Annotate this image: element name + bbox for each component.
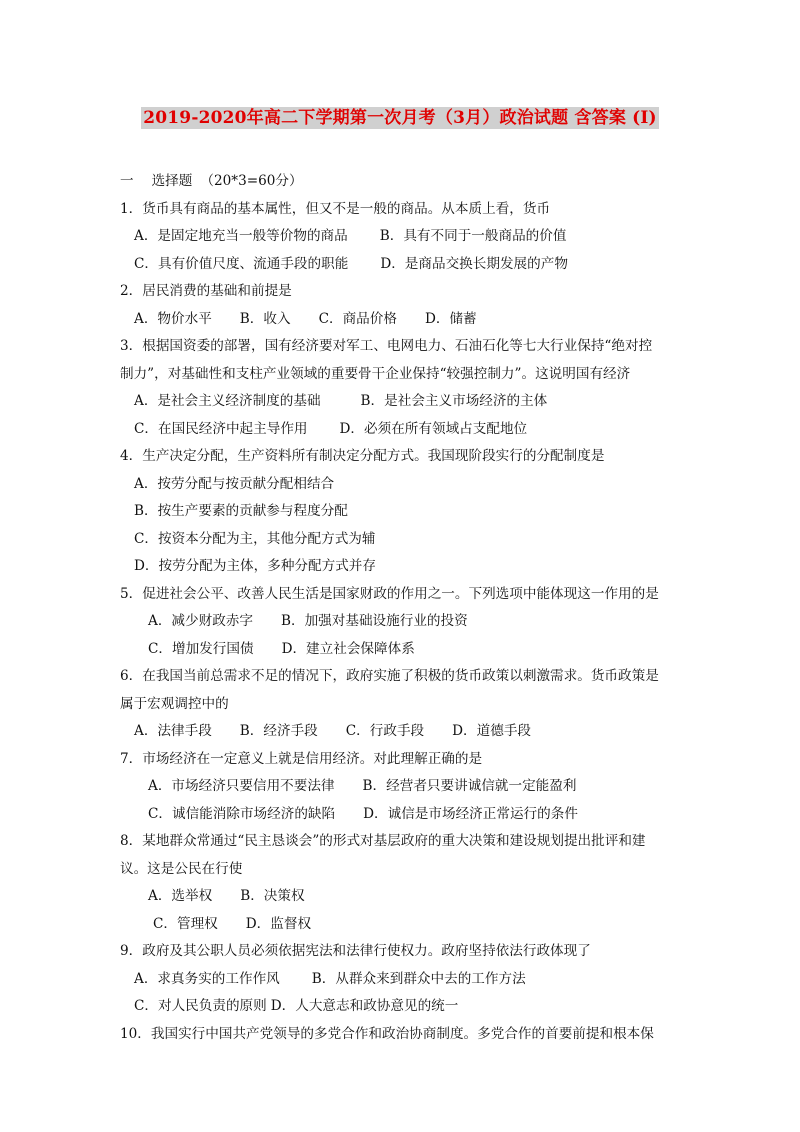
option-row bbox=[120, 471, 690, 499]
option: C．对人民负责的原则 bbox=[134, 998, 267, 1014]
section-heading bbox=[120, 168, 690, 196]
option: A．市场经济只要信用不要法律 bbox=[148, 778, 335, 794]
option: B．是社会主义市场经济的主体 bbox=[360, 393, 548, 409]
option-row bbox=[120, 498, 690, 526]
title-area bbox=[0, 107, 800, 129]
question-stem: 议。这是公民在行使 bbox=[120, 860, 243, 877]
option: D．储蓄 bbox=[424, 310, 477, 327]
option: B．经营者只要讲诚信就一定能盈利 bbox=[362, 778, 577, 794]
option: C．诚信能消除市场经济的缺陷 bbox=[148, 805, 336, 822]
option: C．具有价值尺度、流通手段的职能 bbox=[134, 255, 349, 272]
question-stem: 6．在我国当前总需求不足的情况下，政府实施了积极的货币政策以刺激需求。货币政策是 bbox=[120, 668, 659, 684]
option-row bbox=[120, 416, 690, 444]
section-score: （20*3=60分） bbox=[200, 173, 303, 189]
question-stem: 1．货币具有商品的基本属性，但又不是一般的商品。从本质上看，货币 bbox=[120, 200, 551, 217]
option-row bbox=[120, 883, 690, 911]
option-row bbox=[120, 526, 690, 554]
option: B．从群众来到群众中去的工作方法 bbox=[311, 970, 526, 987]
option: A．物价水平 bbox=[134, 310, 212, 327]
option-row bbox=[120, 801, 690, 829]
option-row bbox=[120, 223, 690, 251]
option: D．监督权 bbox=[245, 915, 312, 932]
question-3 bbox=[120, 333, 690, 443]
option: B．加强对基础设施行业的投资 bbox=[280, 613, 468, 629]
option-row bbox=[120, 388, 690, 416]
question-stem: 5．促进社会公平、改善人民生活是国家财政的作用之一。下列选项中能体现这一作用的是 bbox=[120, 585, 659, 602]
option-row bbox=[120, 251, 690, 279]
question-stem: 属于宏观调控中的 bbox=[120, 695, 229, 712]
option: D．必须在所有领域占支配地位 bbox=[339, 420, 528, 437]
option: C．按资本分配为主，其他分配方式为辅 bbox=[134, 530, 376, 547]
section-marker: 一 bbox=[120, 173, 134, 189]
option: B．具有不同于一般商品的价值 bbox=[379, 228, 567, 244]
question-8 bbox=[120, 828, 690, 938]
option: A．减少财政赤字 bbox=[148, 613, 253, 629]
option-row bbox=[120, 553, 690, 581]
question-4 bbox=[120, 443, 690, 581]
option: A．按劳分配与按贡献分配相结合 bbox=[134, 475, 335, 492]
option: D．建立社会保障体系 bbox=[281, 640, 415, 657]
question-stem: 9．政府及其公职人员必须依据宪法和法律行使权力。政府坚持依法行政体现了 bbox=[120, 943, 591, 959]
option: A．是固定地充当一般等价物的商品 bbox=[134, 228, 348, 244]
question-stem: 10．我国实行中国共产党领导的多党合作和政治协商制度。多党合作的首要前提和根本保 bbox=[120, 1025, 654, 1042]
option: D．是商品交换长期发展的产物 bbox=[380, 255, 568, 272]
option-row bbox=[120, 911, 690, 939]
option-row bbox=[120, 966, 690, 994]
option: B．按生产要素的贡献参与程度分配 bbox=[134, 503, 348, 519]
option: C．在国民经济中起主导作用 bbox=[134, 420, 308, 437]
question-stem: 3．根据国资委的部署，国有经济要对军工、电网电力、石油石化等七大行业保持“绝对控 bbox=[120, 338, 653, 354]
question-2 bbox=[120, 278, 690, 333]
option-row bbox=[120, 636, 690, 664]
option: D．诚信是市场经济正常运行的条件 bbox=[363, 805, 578, 822]
question-stem: 7．市场经济在一定意义上就是信用经济。对此理解正确的是 bbox=[120, 750, 483, 767]
question-6 bbox=[120, 663, 690, 746]
option: B．经济手段 bbox=[239, 723, 318, 739]
option: A．求真务实的工作作风 bbox=[134, 970, 280, 987]
option-row bbox=[120, 993, 690, 1021]
exam-content bbox=[120, 168, 690, 1048]
option: C．增加发行国债 bbox=[148, 640, 254, 657]
question-5 bbox=[120, 581, 690, 664]
option: A．选举权 bbox=[148, 888, 213, 904]
option-row bbox=[120, 608, 690, 636]
option: D．按劳分配为主体，多种分配方式并存 bbox=[134, 558, 376, 574]
question-1 bbox=[120, 196, 690, 279]
option-row bbox=[120, 773, 690, 801]
page-title: 2019-2020年高二下学期第一次月考（3月）政治试题 含答案 (I) bbox=[143, 108, 657, 128]
question-7 bbox=[120, 746, 690, 829]
question-10 bbox=[120, 1021, 690, 1049]
option-row bbox=[120, 306, 690, 334]
option: C．商品价格 bbox=[318, 310, 397, 327]
option: A．是社会主义经济制度的基础 bbox=[134, 393, 321, 409]
question-stem: 2．居民消费的基础和前提是 bbox=[120, 283, 292, 299]
option: D．人大意志和政协意见的统一 bbox=[270, 998, 459, 1014]
question-stem: 8．某地群众常通过“民主恳谈会”的形式对基层政府的重大决策和建设规划提出批评和建 bbox=[120, 833, 646, 849]
section-label: 选择题 bbox=[151, 173, 193, 189]
option: D．道德手段 bbox=[452, 723, 532, 739]
option: B．收入 bbox=[239, 310, 291, 327]
option-row bbox=[120, 718, 690, 746]
question-9 bbox=[120, 938, 690, 1021]
option: C．管理权 bbox=[153, 915, 218, 932]
option: A．法律手段 bbox=[134, 723, 212, 739]
option: B．决策权 bbox=[240, 888, 305, 904]
question-stem: 4．生产决定分配，生产资料所有制决定分配方式。我国现阶段实行的分配制度是 bbox=[120, 448, 605, 464]
question-stem: 制力”，对基础性和支柱产业领域的重要骨干企业保持“较强控制力”。这说明国有经济 bbox=[120, 365, 631, 382]
option: C．行政手段 bbox=[345, 723, 425, 739]
